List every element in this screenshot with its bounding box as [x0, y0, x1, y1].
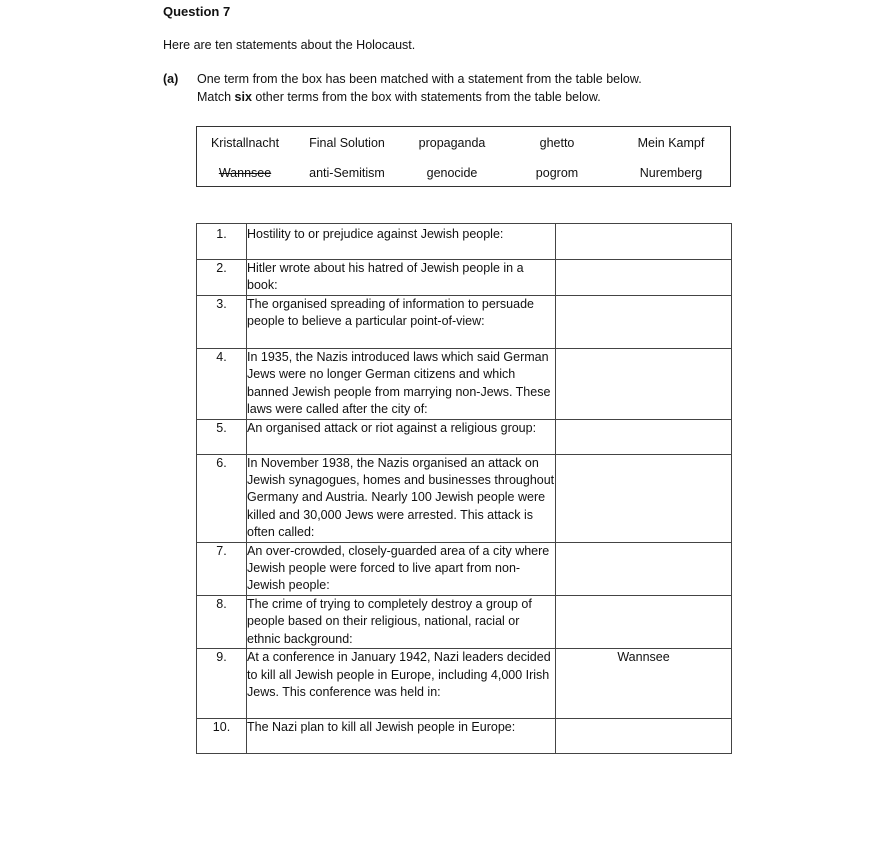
- row-statement: Hitler wrote about his hatred of Jewish people in a book:: [247, 260, 556, 296]
- row-number: 9.: [197, 649, 247, 719]
- answer-cell[interactable]: [556, 260, 732, 296]
- instruction-prefix: Match: [197, 90, 235, 104]
- row-number: 8.: [197, 595, 247, 648]
- answer-cell[interactable]: [556, 224, 732, 260]
- table-row: [197, 349, 732, 420]
- answer-cell[interactable]: Wannsee: [556, 649, 732, 719]
- question-title: Question 7: [163, 4, 231, 19]
- term-wannsee-struck: Wannsee: [218, 166, 272, 180]
- row-number: 10.: [197, 719, 247, 754]
- answer-cell[interactable]: [556, 419, 732, 454]
- table-row: [197, 649, 732, 719]
- answer-cell[interactable]: [556, 349, 732, 420]
- term-ghetto: ghetto: [539, 136, 575, 150]
- instruction-emphasis: six: [234, 90, 252, 104]
- row-number: 6.: [197, 454, 247, 542]
- row-number: 3.: [197, 296, 247, 349]
- statements-table: [196, 223, 732, 754]
- table-row: [197, 296, 732, 349]
- term-nuremberg: Nuremberg: [639, 166, 703, 180]
- row-number: 4.: [197, 349, 247, 420]
- table-row: [197, 542, 732, 595]
- row-number: 2.: [197, 260, 247, 296]
- term-kristallnacht: Kristallnacht: [210, 136, 280, 150]
- term-propaganda: propaganda: [418, 136, 486, 150]
- row-number: 5.: [197, 419, 247, 454]
- row-number: 1.: [197, 224, 247, 260]
- row-statement: The Nazi plan to kill all Jewish people in Europe:: [247, 719, 556, 754]
- row-statement: The organised spreading of information to persuade people to believe a particular point-of-view:: [247, 296, 556, 349]
- row-statement: In 1935, the Nazis introduced laws which said German Jews were no longer German citizens and which banned Jewish people from marrying non-Jews. These laws were called after the city of:: [247, 349, 556, 420]
- row-number: 7.: [197, 542, 247, 595]
- instruction-line-2: [197, 90, 601, 104]
- table-row: [197, 719, 732, 754]
- table-row: [197, 224, 732, 260]
- answer-cell[interactable]: [556, 719, 732, 754]
- table-row: [197, 454, 732, 542]
- row-statement: At a conference in January 1942, Nazi leaders decided to kill all Jewish people in Europe, including 4,000 Irish Jews. This conference was held in:: [247, 649, 556, 719]
- row-statement: The crime of trying to completely destroy a group of people based on their religious, national, racial or ethnic background:: [247, 595, 556, 648]
- term-final-solution: Final Solution: [309, 136, 385, 150]
- row-statement: In November 1938, the Nazis organised an attack on Jewish synagogues, homes and businesses throughout Germany and Austria. Nearly 100 Jewish people were killed and 30,000 Jews were arrested. This attack is often called:: [247, 454, 556, 542]
- instruction-suffix: other terms from the box with statements from the table below.: [251, 90, 601, 104]
- answer-cell[interactable]: [556, 542, 732, 595]
- instruction-line-1: One term from the box has been matched with a statement from the table below.: [197, 72, 642, 86]
- answer-cell[interactable]: [556, 454, 732, 542]
- part-label: (a): [163, 72, 179, 86]
- row-statement: Hostility to or prejudice against Jewish people:: [247, 224, 556, 260]
- row-statement: An organised attack or riot against a religious group:: [247, 419, 556, 454]
- row-statement: An over-crowded, closely-guarded area of a city where Jewish people were forced to live apart from non-Jewish people:: [247, 542, 556, 595]
- answer-cell[interactable]: [556, 296, 732, 349]
- term-box: [196, 126, 731, 187]
- term-mein-kampf: Mein Kampf: [637, 136, 705, 150]
- term-pogrom: pogrom: [535, 166, 579, 180]
- table-row: [197, 595, 732, 648]
- table-row: [197, 260, 732, 296]
- intro-text: Here are ten statements about the Holocaust.: [163, 38, 416, 52]
- answer-cell[interactable]: [556, 595, 732, 648]
- term-genocide: genocide: [426, 166, 478, 180]
- table-row: [197, 419, 732, 454]
- term-anti-semitism: anti-Semitism: [309, 166, 385, 180]
